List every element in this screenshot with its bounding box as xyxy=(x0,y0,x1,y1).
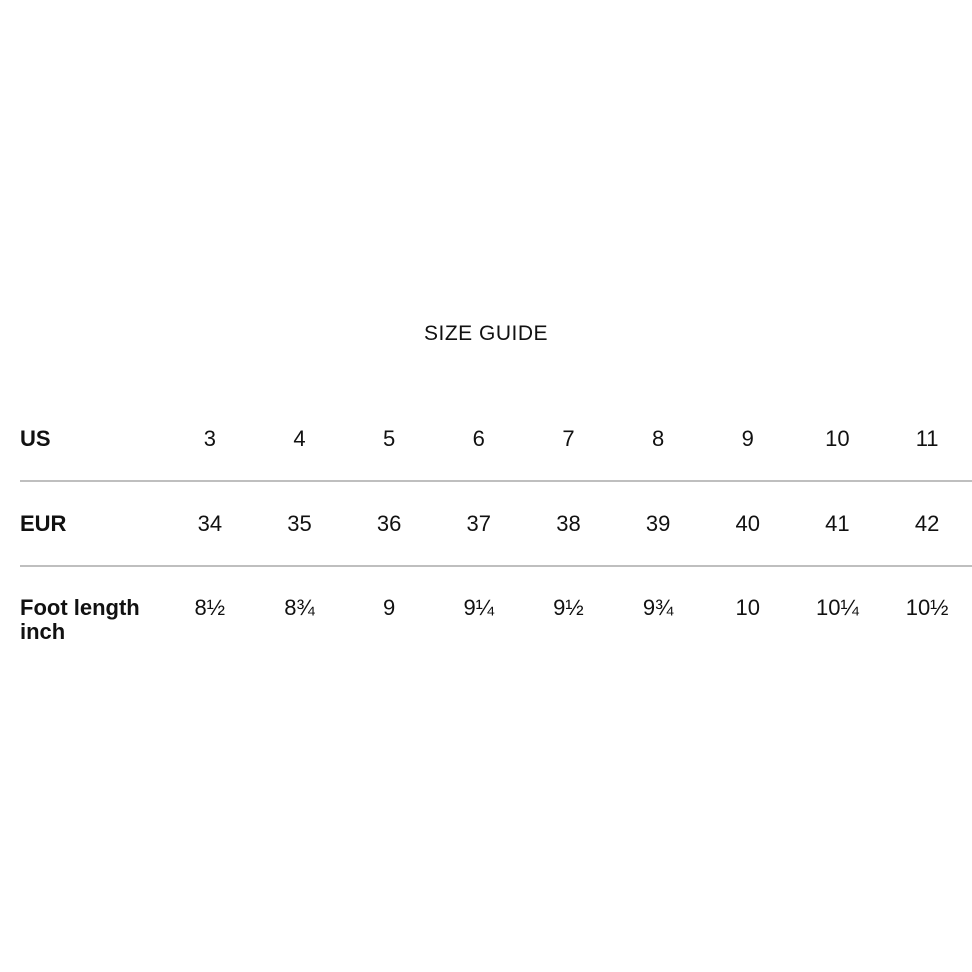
size-cell: 8½ xyxy=(194,595,226,620)
table-row-us xyxy=(20,397,972,481)
table-row-eur xyxy=(20,481,972,566)
size-cell: 10 xyxy=(735,595,760,620)
size-cell: 10 xyxy=(793,397,883,481)
size-cell: 4 xyxy=(255,397,345,481)
table-row-foot-length xyxy=(20,566,972,674)
size-cell: 3 xyxy=(165,397,255,481)
row-label-foot-length: Foot length inch xyxy=(20,595,140,644)
size-cell: 36 xyxy=(344,481,434,566)
size-cell: 7 xyxy=(524,397,614,481)
size-cell: 9 xyxy=(703,397,793,481)
size-cell: 40 xyxy=(703,481,793,566)
size-cell: 5 xyxy=(344,397,434,481)
row-label-us: US xyxy=(20,397,165,481)
size-cell: 9 xyxy=(383,595,396,620)
size-cell: 9¾ xyxy=(642,595,674,620)
size-cell: 37 xyxy=(434,481,524,566)
size-cell: 11 xyxy=(882,397,972,481)
size-cell: 38 xyxy=(524,481,614,566)
size-guide-table xyxy=(20,397,972,674)
size-cell: 41 xyxy=(793,481,883,566)
size-cell: 8¾ xyxy=(284,595,315,620)
size-cell: 9¼ xyxy=(463,595,495,620)
size-cell: 8 xyxy=(613,397,703,481)
size-cell: 9½ xyxy=(553,595,584,620)
page-title: SIZE GUIDE xyxy=(423,322,549,345)
row-label-eur: EUR xyxy=(20,481,165,566)
size-cell: 34 xyxy=(165,481,255,566)
size-cell: 6 xyxy=(434,397,524,481)
size-cell: 10¼ xyxy=(816,595,859,620)
size-cell: 35 xyxy=(255,481,345,566)
size-cell: 42 xyxy=(882,481,972,566)
size-cell: 39 xyxy=(613,481,703,566)
size-cell: 10½ xyxy=(905,595,949,620)
